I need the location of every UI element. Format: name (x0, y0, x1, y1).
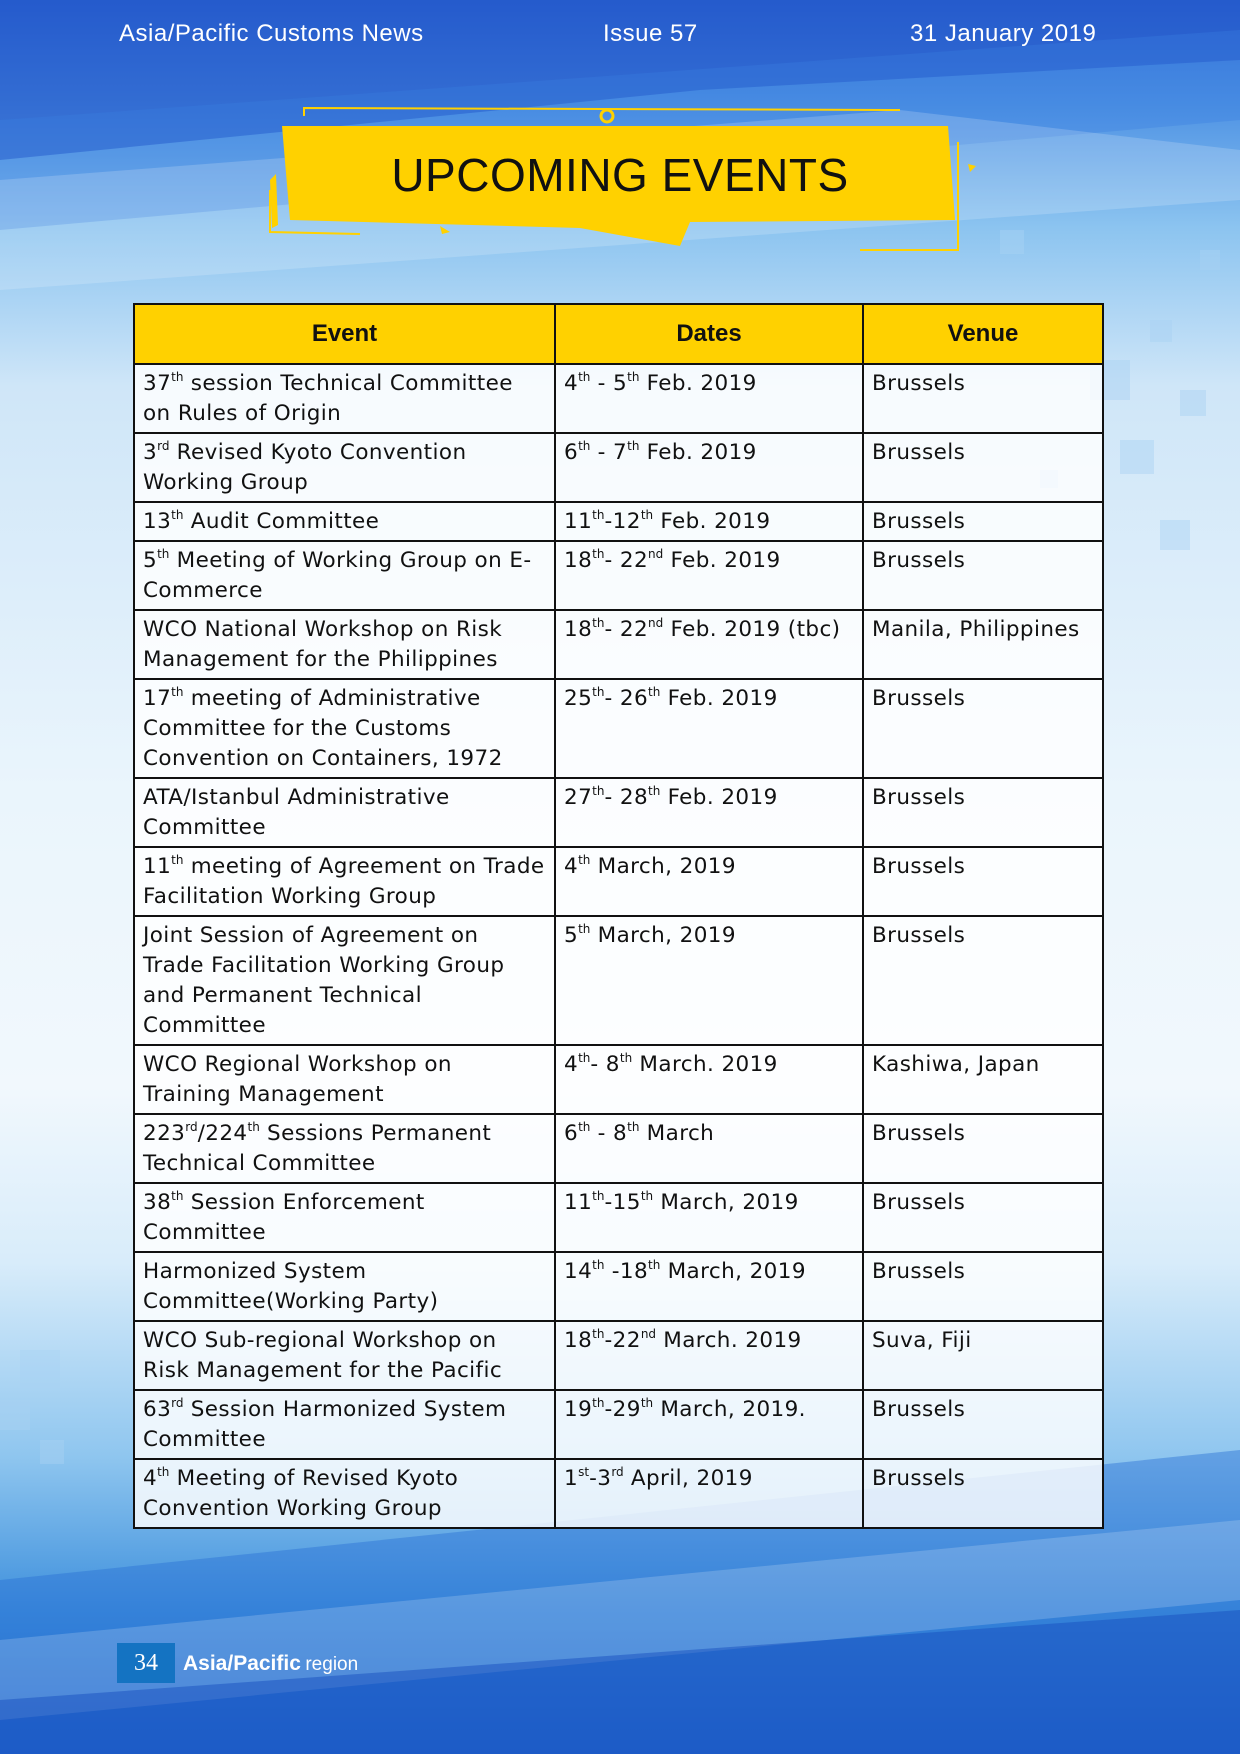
dates-cell: 4th March, 2019 (555, 847, 863, 916)
dates-cell: 4th - 5th Feb. 2019 (555, 364, 863, 433)
dates-cell: 14th -18th March, 2019 (555, 1252, 863, 1321)
column-header-venue: Venue (863, 304, 1103, 364)
dates-cell: 4th- 8th March. 2019 (555, 1045, 863, 1114)
event-cell: 13th Audit Committee (134, 502, 555, 541)
table-row (134, 364, 1103, 433)
table-row (134, 778, 1103, 847)
event-cell: WCO National Workshop on Risk Management for the Philippines (134, 610, 555, 679)
section-label-light: region (305, 1654, 359, 1675)
dates-cell: 6th - 8th March (555, 1114, 863, 1183)
table-row (134, 1114, 1103, 1183)
dates-cell: 18th-22nd March. 2019 (555, 1321, 863, 1390)
event-cell: WCO Regional Workshop on Training Management (134, 1045, 555, 1114)
event-cell: WCO Sub-regional Workshop on Risk Management for the Pacific (134, 1321, 555, 1390)
event-cell: 37th session Technical Committee on Rules of Origin (134, 364, 555, 433)
venue-cell: Brussels (863, 1183, 1103, 1252)
dates-cell: 18th- 22nd Feb. 2019 (555, 541, 863, 610)
table-row (134, 1183, 1103, 1252)
table-row (134, 1252, 1103, 1321)
venue-cell: Brussels (863, 679, 1103, 778)
venue-cell: Brussels (863, 1114, 1103, 1183)
page-header (0, 20, 1240, 56)
column-header-dates: Dates (555, 304, 863, 364)
venue-cell: Brussels (863, 433, 1103, 502)
table-row (134, 916, 1103, 1045)
table-row (134, 610, 1103, 679)
dates-cell: 6th - 7th Feb. 2019 (555, 433, 863, 502)
venue-cell: Brussels (863, 1390, 1103, 1459)
issue-number: Issue 57 (603, 20, 698, 47)
event-cell: Harmonized System Committee(Working Party) (134, 1252, 555, 1321)
dates-cell: 1st-3rd April, 2019 (555, 1459, 863, 1528)
table-header-row (134, 304, 1103, 364)
dates-cell: 11th-15th March, 2019 (555, 1183, 863, 1252)
dates-cell: 27th- 28th Feb. 2019 (555, 778, 863, 847)
section-label (183, 1647, 358, 1683)
table-row (134, 1045, 1103, 1114)
event-cell: 11th meeting of Agreement on Trade Facilitation Working Group (134, 847, 555, 916)
event-cell: Joint Session of Agreement on Trade Facilitation Working Group and Permanent Technical Committee (134, 916, 555, 1045)
page-title: UPCOMING EVENTS (391, 149, 849, 201)
table-row (134, 1459, 1103, 1528)
dates-cell: 19th-29th March, 2019. (555, 1390, 863, 1459)
dates-cell: 18th- 22nd Feb. 2019 (tbc) (555, 610, 863, 679)
dates-cell: 25th- 26th Feb. 2019 (555, 679, 863, 778)
table-row (134, 847, 1103, 916)
event-cell: ATA/Istanbul Administrative Committee (134, 778, 555, 847)
event-cell: 63rd Session Harmonized System Committee (134, 1390, 555, 1459)
table-row (134, 502, 1103, 541)
venue-cell: Brussels (863, 1459, 1103, 1528)
venue-cell: Kashiwa, Japan (863, 1045, 1103, 1114)
column-header-event: Event (134, 304, 555, 364)
page-number: 34 (117, 1643, 175, 1683)
venue-cell: Brussels (863, 916, 1103, 1045)
event-cell: 17th meeting of Administrative Committee for the Customs Convention on Containers, 1972 (134, 679, 555, 778)
table-row (134, 1321, 1103, 1390)
table-row (134, 541, 1103, 610)
events-table (133, 303, 1104, 1529)
issue-date: 31 January 2019 (910, 20, 1097, 47)
event-cell: 38th Session Enforcement Committee (134, 1183, 555, 1252)
event-cell: 5th Meeting of Working Group on E-Commerce (134, 541, 555, 610)
table-row (134, 433, 1103, 502)
title-banner (260, 100, 980, 260)
venue-cell: Brussels (863, 541, 1103, 610)
venue-cell: Suva, Fiji (863, 1321, 1103, 1390)
event-cell: 3rd Revised Kyoto Convention Working Group (134, 433, 555, 502)
venue-cell: Brussels (863, 847, 1103, 916)
dates-cell: 5th March, 2019 (555, 916, 863, 1045)
venue-cell: Manila, Philippines (863, 610, 1103, 679)
publication-name: Asia/Pacific Customs News (119, 20, 424, 47)
venue-cell: Brussels (863, 364, 1103, 433)
table-row (134, 1390, 1103, 1459)
venue-cell: Brussels (863, 778, 1103, 847)
events-table-body (134, 364, 1103, 1528)
event-cell: 4th Meeting of Revised Kyoto Convention Working Group (134, 1459, 555, 1528)
event-cell: 223rd/224th Sessions Permanent Technical Committee (134, 1114, 555, 1183)
venue-cell: Brussels (863, 1252, 1103, 1321)
venue-cell: Brussels (863, 502, 1103, 541)
table-row (134, 679, 1103, 778)
dates-cell: 11th-12th Feb. 2019 (555, 502, 863, 541)
section-label-bold: Asia/Pacific (183, 1652, 301, 1675)
